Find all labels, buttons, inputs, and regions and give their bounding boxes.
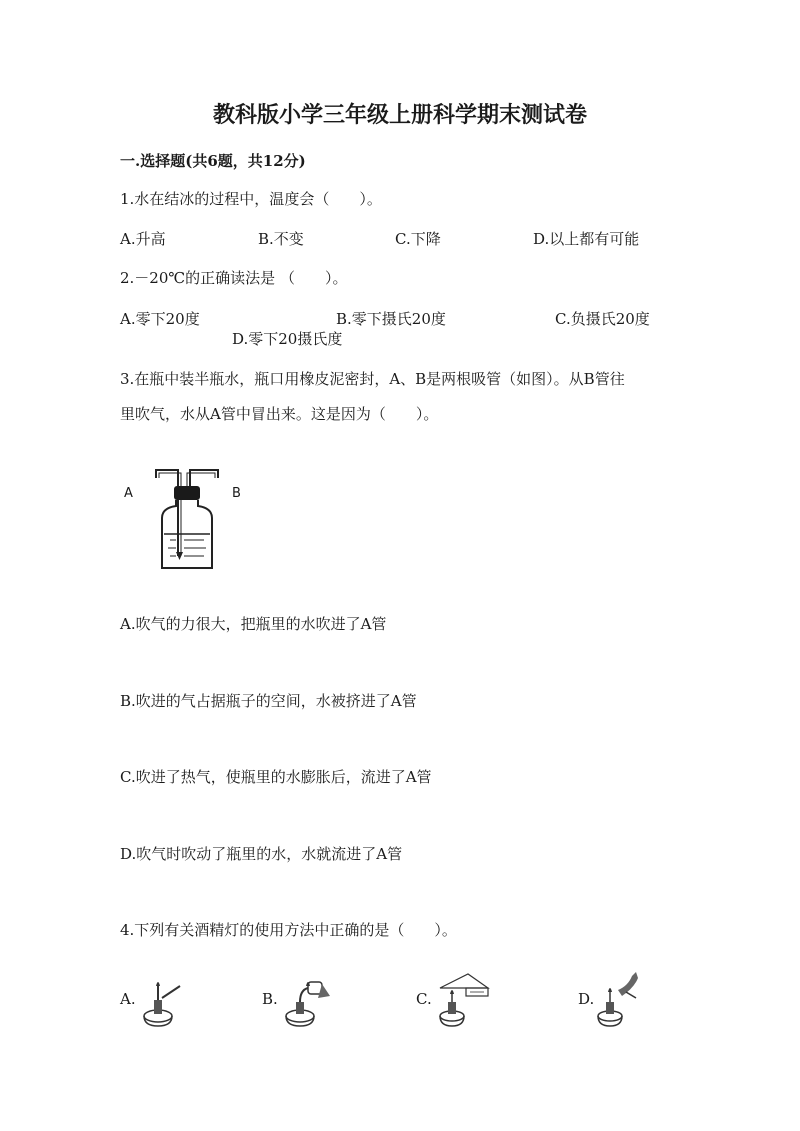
q3-option-a[interactable]: A.吹气的力很大，把瓶里的水吹进了A管 [120, 615, 387, 633]
q2-option-a[interactable]: A.零下20度 [120, 310, 200, 328]
q1-option-b[interactable]: B.不变 [258, 230, 304, 248]
bottle-figure [120, 460, 250, 580]
figure-label-a: A [124, 486, 133, 501]
question-3-stem-line1: 3.在瓶中装半瓶水，瓶口用橡皮泥密封，A、B是两根吸管（如图）。从B管往 [120, 370, 625, 388]
figure-label-b: B [232, 486, 241, 501]
q2-option-d[interactable]: D.零下20摄氏度 [232, 330, 343, 348]
question-1-stem: 1.水在结冰的过程中，温度会（ ）。 [120, 190, 382, 208]
bottle-tubes-icon [120, 460, 250, 580]
question-2-stem: 2.－20℃的正确读法是 （ ）。 [120, 269, 348, 287]
q3-option-b[interactable]: B.吹进的气占据瓶子的空间，水被挤进了A管 [120, 692, 417, 710]
q1-option-c[interactable]: C.下降 [395, 230, 441, 248]
q4-option-b[interactable]: B. [262, 990, 278, 1008]
q3-option-d[interactable]: D.吹气时吹动了瓶里的水，水就流进了A管 [120, 845, 403, 863]
lamp-tilt-light-icon [136, 972, 192, 1032]
q1-option-d[interactable]: D.以上都有可能 [533, 230, 640, 248]
q2-option-b[interactable]: B.零下摄氏20度 [336, 310, 446, 328]
q3-option-c[interactable]: C.吹进了热气，使瓶里的水膨胀后，流进了A管 [120, 768, 432, 786]
q4-option-a[interactable]: A. [120, 990, 136, 1008]
question-3-stem-line2: 里吹气，水从A管中冒出来。这是因为（ ）。 [120, 405, 439, 423]
question-4-stem: 4.下列有关酒精灯的使用方法中正确的是（ ）。 [120, 921, 457, 939]
q2-option-c[interactable]: C.负摄氏20度 [555, 310, 650, 328]
q4-option-d[interactable]: D. [578, 990, 595, 1008]
lamp-lamp-light-icon [278, 972, 338, 1032]
section-heading: 一.选择题(共6题，共12分) [120, 152, 306, 170]
q4-option-c[interactable]: C. [416, 990, 432, 1008]
page-title: 教科版小学三年级上册科学期末测试卷 [212, 102, 587, 128]
q1-option-a[interactable]: A.升高 [120, 230, 166, 248]
lamp-blow-out-icon [592, 968, 648, 1032]
lamp-heat-beaker-icon [432, 970, 496, 1032]
